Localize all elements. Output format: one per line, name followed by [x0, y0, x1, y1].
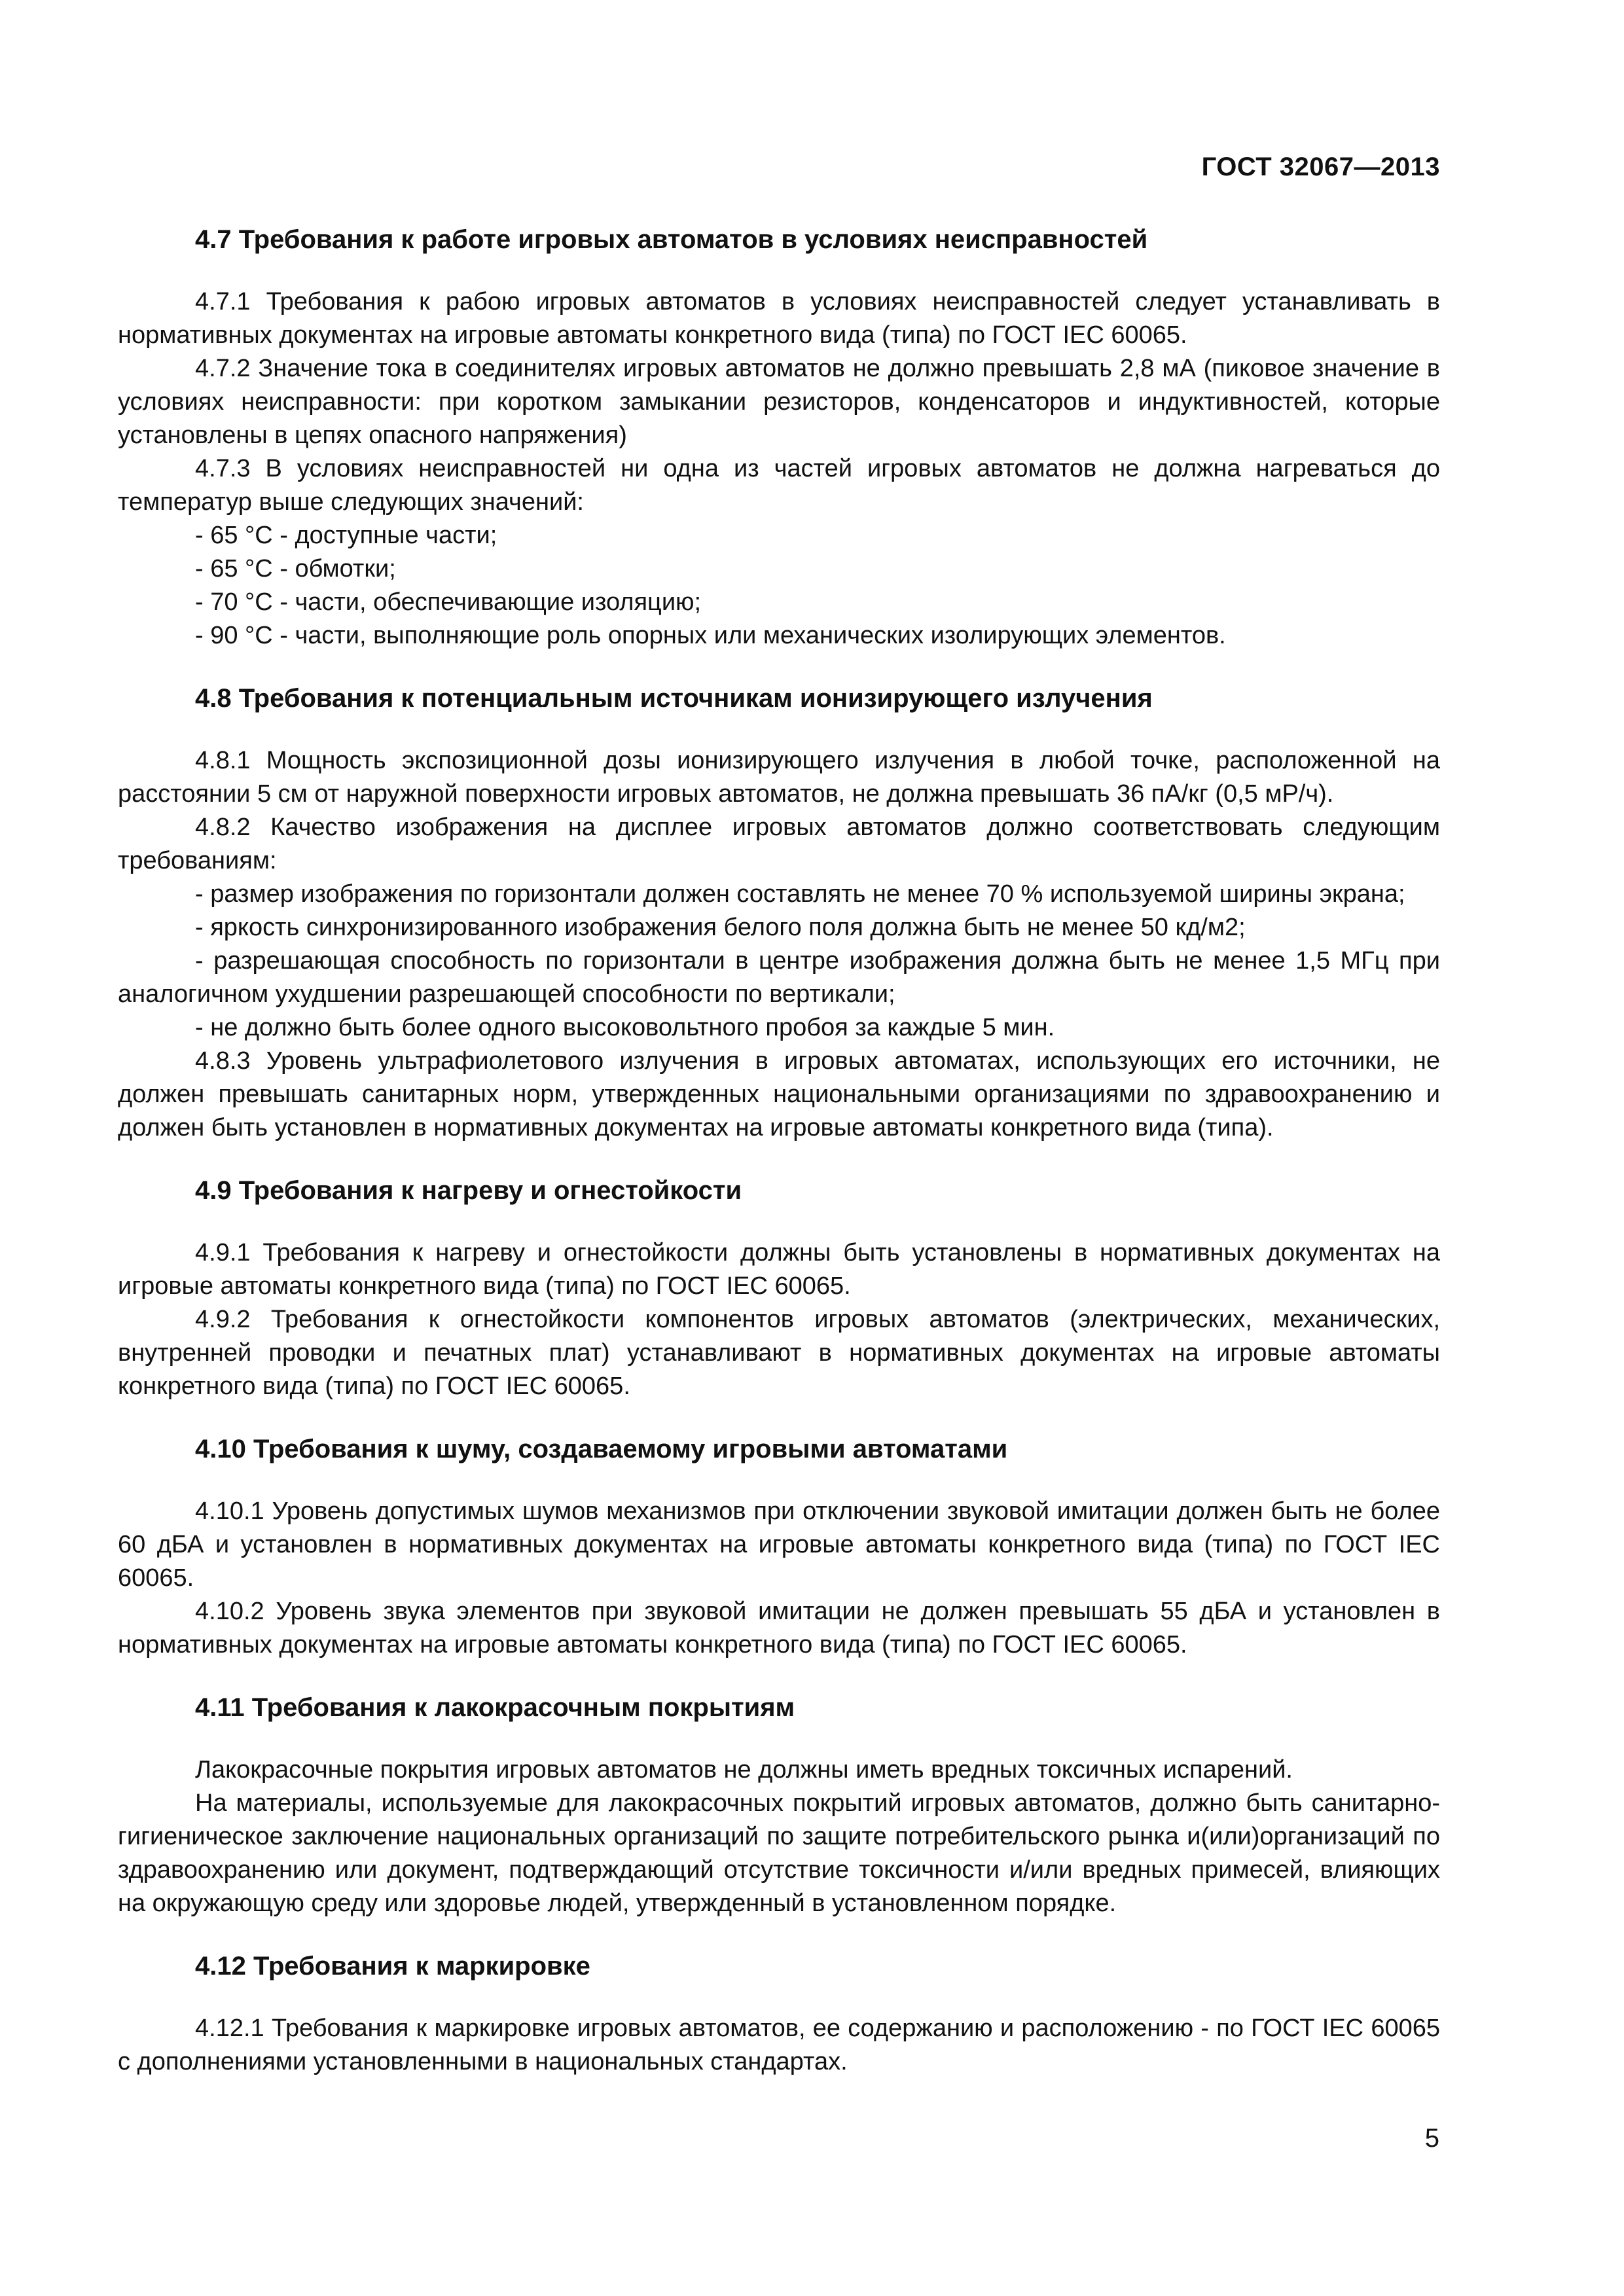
list-item: - 65 °С - доступные части;: [195, 522, 497, 549]
section-title: 4.11 Требования к лакокрасочным покрытиям: [195, 1693, 795, 1722]
list-item: - 65 °С - обмотки;: [195, 555, 396, 583]
section-title: 4.10 Требования к шуму, создаваемому игровыми автоматами: [195, 1435, 1008, 1463]
list-item: - 70 °С - части, обеспечивающие изоляцию;: [195, 588, 702, 616]
paragraph: 4.9.1 Требования к нагреву и огнестойкости должны быть установлены в нормативных документах на игровые автоматы конкретного вида (типа) по ГОСТ IEC 60065.: [118, 1239, 1440, 1300]
section-4-7: [118, 223, 1440, 653]
paragraph: 4.7.3 В условиях неисправностей ни одна из частей игровых автоматов не должна нагреваться до температур выше следующих значений:: [118, 455, 1440, 516]
document-body: [118, 151, 1440, 2079]
section-4-9: [118, 1174, 1440, 1403]
section-4-11: [118, 1691, 1440, 1920]
section-title: 4.7 Требования к работе игровых автоматов в условиях неисправностей: [195, 225, 1148, 254]
paragraph: 4.10.2 Уровень звука элементов при звуковой имитации не должен превышать 55 дБА и установлен в нормативных документах на игровые автоматы конкретного вида (типа) по ГОСТ IEC 60065.: [118, 1598, 1440, 1659]
list-item: - разрешающая способность по горизонтали в центре изображения должна быть не менее 1,5 МГц при аналогичном ухудшении разрешающей способности по вертикали;: [118, 947, 1440, 1008]
section-4-10: [118, 1432, 1440, 1662]
section-title: 4.8 Требования к потенциальным источникам ионизирующего излучения: [195, 684, 1153, 713]
list-item: - не должно быть более одного высоковольтного пробоя за каждые 5 мин.: [195, 1014, 1055, 1041]
paragraph: 4.7.2 Значение тока в соединителях игровых автоматов не должно превышать 2,8 мА (пиковое значение в условиях неисправности: при коротком замыкании резисторов, конденсаторов и индуктивностей, которые установлены в цепях опасного напряжения): [118, 355, 1440, 449]
paragraph: 4.8.2 Качество изображения на дисплее игровых автоматов должно соответствовать следующим требованиям:: [118, 814, 1440, 874]
paragraph: 4.9.2 Требования к огнестойкости компонентов игровых автоматов (электрических, механических, внутренней проводки и печатных плат) устанавливают в нормативных документах на игровые автоматы конкретного вида (типа) по ГОСТ IEC 60065.: [118, 1306, 1440, 1400]
section-title: 4.12 Требования к маркировке: [195, 1952, 590, 1981]
list-item: - 90 °С - части, выполняющие роль опорных или механических изолирующих элементов.: [195, 622, 1226, 649]
paragraph: 4.7.1 Требования к рабою игровых автоматов в условиях неисправностей следует устанавливать в нормативных документах на игровые автоматы конкретного вида (типа) по ГОСТ IEC 60065.: [118, 288, 1440, 349]
list-item: - яркость синхронизированного изображения белого поля должна быть не менее 50 кд/м2;: [195, 914, 1246, 941]
paragraph: 4.12.1 Требования к маркировке игровых автоматов, ее содержанию и расположению - по ГОСТ IEC 60065 с дополнениями установленными в национальных стандартах.: [118, 2015, 1440, 2075]
paragraph: 4.10.1 Уровень допустимых шумов механизмов при отключении звуковой имитации должен быть не более 60 дБА и установлен в нормативных документах на игровые автоматы конкретного вида (типа) по ГОСТ IEC 60065.: [118, 1498, 1440, 1592]
section-4-8: [118, 681, 1440, 1145]
section-title: 4.9 Требования к нагреву и огнестойкости: [195, 1176, 742, 1205]
document-code: ГОСТ 32067—2013: [1201, 152, 1440, 181]
list-item: - размер изображения по горизонтали должен составлять не менее 70 % используемой ширины экрана;: [195, 880, 1405, 908]
paragraph: Лакокрасочные покрытия игровых автоматов не должны иметь вредных токсичных испарений.: [195, 1756, 1293, 1784]
paragraph: 4.8.3 Уровень ультрафиолетового излучения в игровых автоматах, использующих его источники, не должен превышать санитарных норм, утвержденных национальными организациями по здравоохранению и должен быть установлен в нормативных документах на игровые автоматы конкретного вида (типа).: [118, 1047, 1440, 1141]
paragraph: 4.8.1 Мощность экспозиционной дозы ионизирующего излучения в любой точке, расположенной на расстоянии 5 см от наружной поверхности игровых автоматов, не должна превышать 36 пА/кг (0,5 мР/ч).: [118, 747, 1440, 808]
section-4-12: [118, 1949, 1440, 2079]
page-number: 5: [1424, 2124, 1439, 2153]
paragraph: На материалы, используемые для лакокрасочных покрытий игровых автоматов, должно быть санитарно-гигиеническое заключение национальных организаций по защите потребительского рынка и(или)организаций по здравоохранению или документ, подтверждающий отсутствие токсичности и/или вредных примесей, влияющих на окружающую среду или здоровье людей, утвержденный в установленном порядке.: [118, 1789, 1440, 1917]
